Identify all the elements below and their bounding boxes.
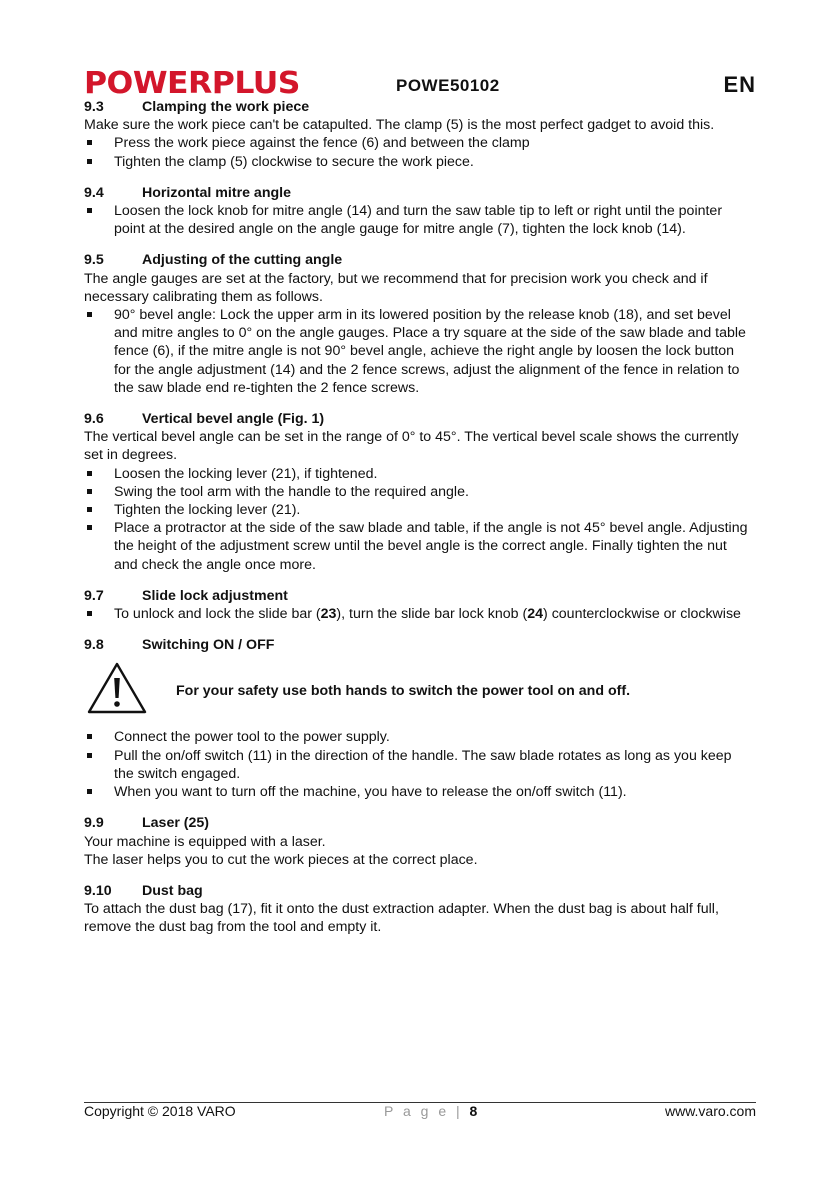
section-9-4	[84, 184, 754, 239]
website-link[interactable]: www.varo.com	[664, 1103, 756, 1119]
section-number: 9.5	[84, 252, 104, 269]
section-heading	[84, 184, 754, 202]
list-item: Loosen the locking lever (21), if tightened.	[84, 465, 754, 483]
section-title: Horizontal mitre angle	[142, 184, 291, 201]
section-9-9	[84, 814, 754, 869]
warning-text: For your safety use both hands to switch the power tool on and off.	[176, 683, 631, 700]
brand-power: POWER	[84, 66, 212, 101]
section-title: Clamping the work piece	[142, 99, 310, 115]
list-item: Press the work piece against the fence (6) and between the clamp	[84, 134, 754, 152]
section-number: 9.7	[84, 587, 104, 604]
list-item	[84, 605, 754, 623]
section-title: Vertical bevel angle (Fig. 1)	[142, 411, 325, 428]
list-item: Tighten the clamp (5) clockwise to secure the work piece.	[84, 153, 754, 171]
section-9-3	[84, 98, 754, 171]
list-item: Pull the on/off switch (11) in the direction of the handle. The saw blade rotates as long as you keep the switch engaged.	[84, 747, 754, 783]
section-heading	[84, 814, 754, 832]
list-item: Place a protractor at the side of the saw blade and table, if the angle is not 45° bevel angle. Adjusting the height of the adjustment screw until the bevel angle is the correct angle. Finally tighten the nut and check the angle once more.	[84, 519, 754, 574]
page-header	[84, 68, 756, 102]
paragraph: To attach the dust bag (17), fit it onto the dust extraction adapter. When the dust bag is about half full, remove the dust bag from the tool and empty it.	[84, 901, 719, 936]
paragraph: Make sure the work piece can't be catapulted. The clamp (5) is the most perfect gadget to avoid this.	[84, 117, 715, 134]
paragraph: The angle gauges are set at the factory, but we recommend that for precision work you check and if necessary calibrating them as follows.	[84, 270, 708, 305]
content	[84, 98, 754, 950]
section-9-5	[84, 251, 754, 397]
list-item: When you want to turn off the machine, you have to release the on/off switch (11).	[84, 783, 754, 801]
section-heading	[84, 636, 754, 654]
section-9-6	[84, 410, 754, 574]
list-item: Swing the tool arm with the handle to the required angle.	[84, 483, 754, 501]
list-item: Connect the power tool to the power supply.	[84, 728, 754, 746]
section-heading	[84, 587, 754, 605]
safety-warning	[84, 660, 754, 716]
section-title: Laser (25)	[142, 815, 210, 832]
section-heading	[84, 882, 754, 900]
list-item: Tighten the locking lever (21).	[84, 501, 754, 519]
bullet-list	[84, 728, 754, 801]
page-label: P a g e |	[384, 1103, 463, 1119]
copyright: Copyright © 2018 VARO	[84, 1103, 236, 1119]
paragraph: Your machine is equipped with a laser.	[84, 833, 326, 850]
bullet-list	[84, 202, 754, 238]
bullet-list	[84, 134, 754, 170]
page-number: 8	[469, 1103, 478, 1119]
paragraph: The laser helps you to cut the work pieces at the correct place.	[84, 851, 478, 868]
section-number: 9.3	[84, 99, 104, 115]
powerplus-logo	[84, 68, 300, 100]
section-9-10	[84, 882, 754, 937]
slide-text-2: ), turn the slide bar lock knob (	[336, 606, 528, 623]
brand-plus: PLUS	[211, 66, 300, 101]
paragraph: The vertical bevel angle can be set in the range of 0° to 45°. The vertical bevel scale shows the currently set in degrees.	[84, 429, 739, 464]
section-number: 9.6	[84, 411, 104, 428]
section-title: Switching ON / OFF	[142, 637, 275, 654]
language-code: EN	[723, 72, 756, 97]
section-9-8	[84, 636, 754, 801]
section-9-7	[84, 587, 754, 623]
warning-triangle-icon	[86, 661, 148, 715]
bullet-list	[84, 465, 754, 574]
section-number: 9.9	[84, 815, 104, 832]
section-heading	[84, 410, 754, 428]
section-number: 9.4	[84, 184, 104, 201]
section-title: Dust bag	[142, 882, 203, 899]
lock-knob-ref: 24	[527, 606, 544, 623]
slide-bar-ref: 23	[320, 606, 337, 623]
page-footer	[84, 1103, 756, 1121]
section-title: Adjusting of the cutting angle	[142, 252, 343, 269]
model-number: POWE50102	[396, 76, 500, 95]
section-title: Slide lock adjustment	[142, 587, 288, 604]
page-indicator	[384, 1103, 477, 1119]
bullet-list	[84, 605, 754, 623]
slide-text-1: To unlock and lock the slide bar (	[114, 606, 321, 623]
slide-text-3: ) counterclockwise or clockwise	[543, 606, 741, 623]
section-heading	[84, 98, 754, 116]
section-number: 9.8	[84, 637, 104, 654]
list-item: Loosen the lock knob for mitre angle (14) and turn the saw table tip to left or right until the pointer point at the desired angle on the angle gauge for mitre angle (7), tighten the lock knob (14).	[84, 202, 754, 238]
section-heading	[84, 251, 754, 269]
bullet-list	[84, 306, 754, 397]
list-item: 90° bevel angle: Lock the upper arm in its lowered position by the release knob (18), and set bevel and mitre angles to 0° on the angle gauges. Place a try square at the side of the saw blade and table fence (6), if the mitre angle is not 90° bevel angle, achieve the right angle by loosen the lock button for the angle adjustment (14) and the 2 fence screws, adjust the alignment of the fence in relation to the saw blade end re-tighten the 2 fence screws.	[84, 306, 754, 397]
section-number: 9.10	[84, 882, 112, 899]
